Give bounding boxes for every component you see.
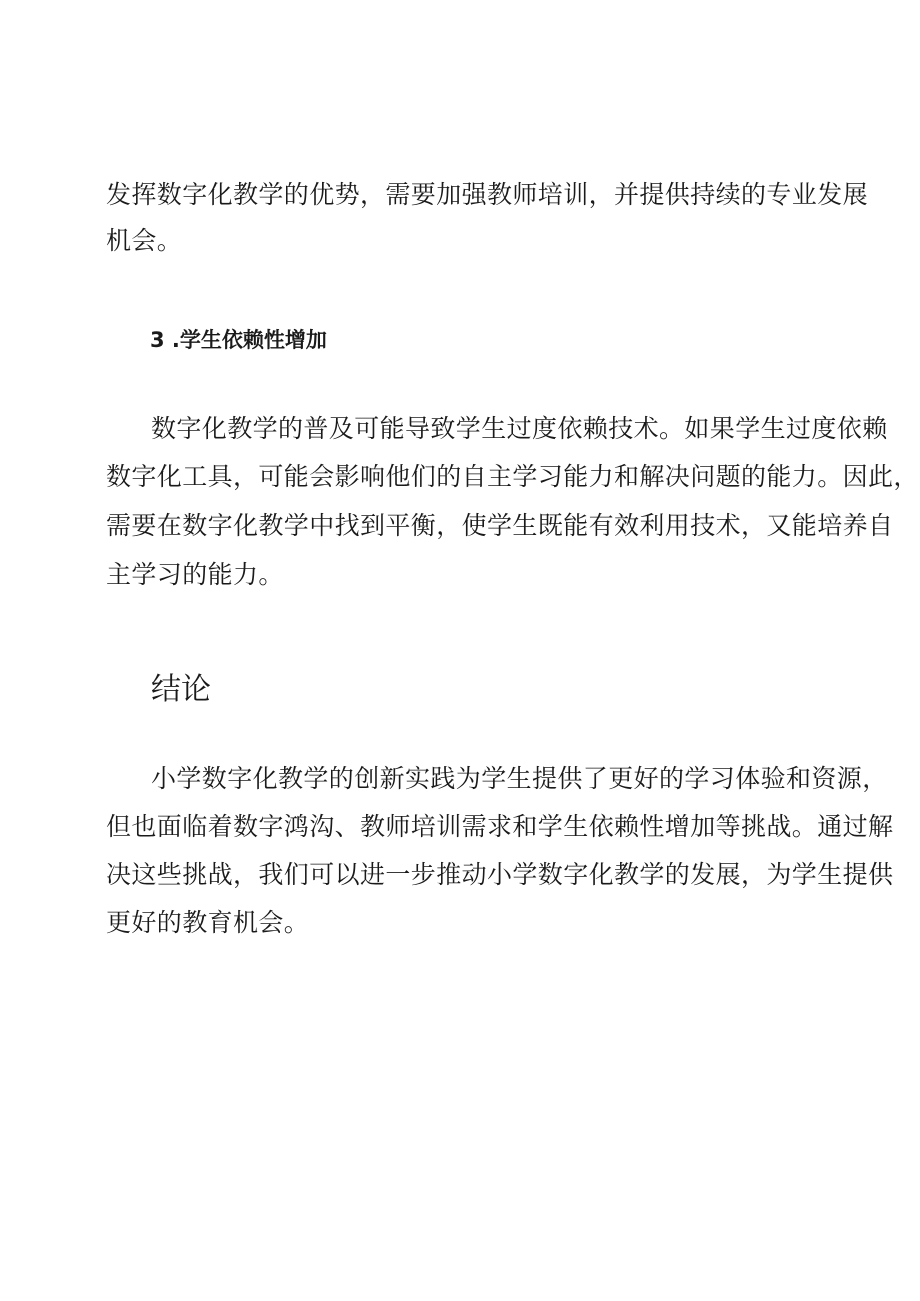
conclusion-paragraph-line-4: 更好的教育机会。	[106, 908, 310, 937]
section-3-paragraph-line-3: 需要在数字化教学中找到平衡，使学生既能有效利用技术，又能培养自	[106, 511, 894, 540]
intro-paragraph-line-2: 机会。	[106, 226, 183, 255]
section-3-paragraph-line-4: 主学习的能力。	[106, 560, 284, 589]
conclusion-paragraph-line-2: 但也面临着数字鸿沟、教师培训需求和学生依赖性增加等挑战。通过解	[106, 812, 894, 841]
conclusion-paragraph-line-3: 决这些挑战，我们可以进一步推动小学数字化教学的发展，为学生提供	[106, 860, 894, 889]
section-3-paragraph-line-2: 数字化工具，可能会影响他们的自主学习能力和解决问题的能力。因此，	[106, 462, 919, 491]
conclusion-heading: 结论	[151, 672, 211, 707]
conclusion-paragraph-line-1: 小学数字化教学的创新实践为学生提供了更好的学习体验和资源，	[151, 764, 888, 793]
intro-paragraph-line-1: 发挥数字化教学的优势，需要加强教师培训，并提供持续的专业发展	[106, 180, 869, 209]
section-3-paragraph-line-1: 数字化教学的普及可能导致学生过度依赖技术。如果学生过度依赖	[151, 414, 888, 443]
section-3-heading: 3 .学生依赖性增加	[150, 328, 327, 352]
